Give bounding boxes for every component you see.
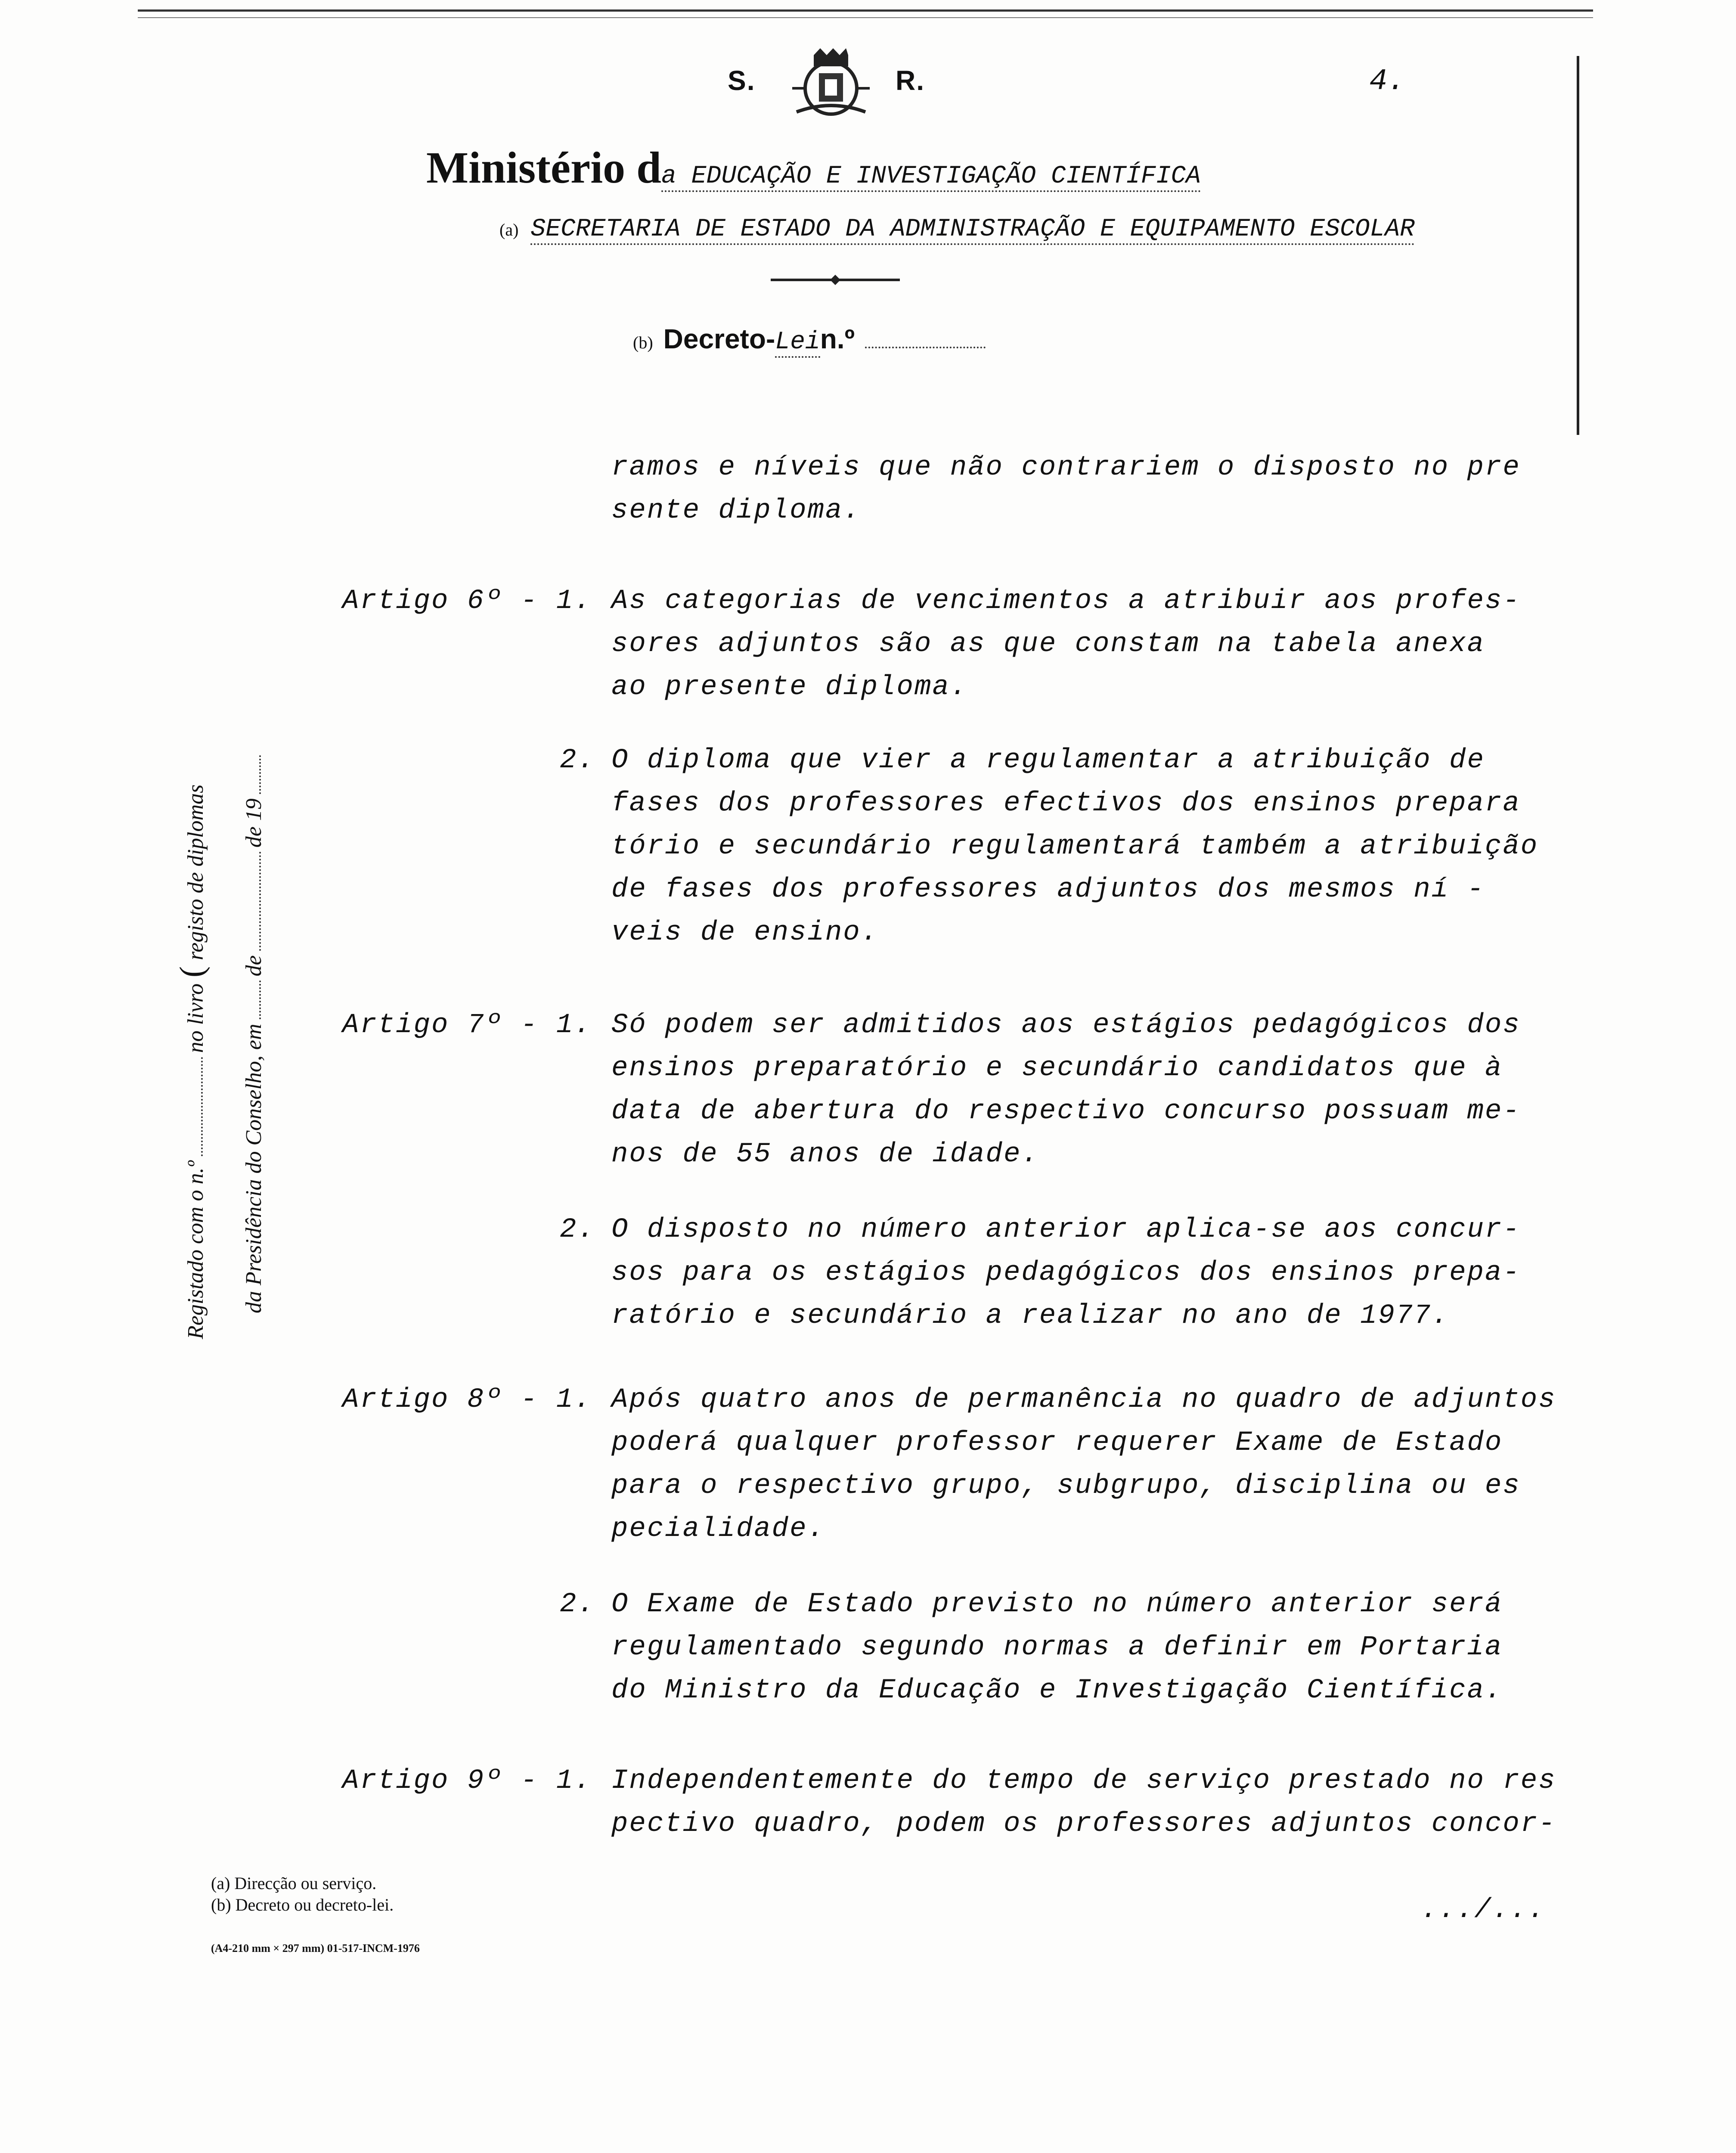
article-label: 2. <box>560 745 595 776</box>
ministry-fill: a EDUCAÇÃO E INVESTIGAÇÃO CIENTÍFICA <box>661 162 1201 192</box>
body-line: sos para os estágios pedagógicos dos ensinos prepa- <box>611 1257 1521 1288</box>
note-marker-a: (a) <box>499 220 519 239</box>
body-line: do Ministro da Educação e Investigação Científica. <box>611 1675 1503 1706</box>
top-rule-thin <box>138 17 1593 18</box>
article-label: 2. <box>560 1589 595 1620</box>
divider-ornament <box>771 271 900 289</box>
right-margin-rule <box>1577 56 1579 435</box>
body-line: Após quatro anos de permanência no quadro de adjuntos <box>611 1384 1556 1415</box>
top-rule <box>138 9 1593 12</box>
body-line: O Exame de Estado previsto no número anterior será <box>611 1589 1503 1620</box>
body-line: Independentemente do tempo de serviço prestado no res <box>611 1765 1556 1796</box>
body-line: poderá qualquer professor requerer Exame de Estado <box>611 1427 1503 1458</box>
article-label: Artigo 9º - 1. <box>342 1765 592 1796</box>
article-label: Artigo 7º - 1. <box>342 1010 592 1041</box>
body-line: para o respectivo grupo, subgrupo, disciplina ou es <box>611 1470 1521 1502</box>
body-line: O disposto no número anterior aplica-se aos concur- <box>611 1214 1521 1245</box>
margin-registado: Registado com o n.º <box>183 1160 208 1339</box>
body-line: ramos e níveis que não contrariem o disposto no pre <box>611 452 1521 483</box>
s-label: S. <box>728 65 756 96</box>
note-marker-b: (b) <box>633 333 653 352</box>
margin-registo: registo de diplomas <box>183 784 208 960</box>
decreto-line <box>633 323 986 356</box>
body-line: fases dos professores efectivos dos ensinos prepara <box>611 788 1521 819</box>
margin-no-livro: no livro <box>183 983 208 1053</box>
margin-presidencia: da Presidência do Conselho, em <box>242 1024 266 1313</box>
decreto-label: Decreto- <box>663 323 775 354</box>
body-line: nos de 55 anos de idade. <box>611 1139 1039 1170</box>
secretaria-fill: SECRETARIA DE ESTADO DA ADMINISTRAÇÃO E EQUIPAMENTO ESCOLAR <box>530 215 1415 245</box>
page-number: 4. <box>1369 65 1406 99</box>
coat-of-arms-emblem <box>788 47 874 121</box>
body-line: ratório e secundário a realizar no ano de 1977. <box>611 1300 1450 1331</box>
margin-de: de <box>242 955 266 977</box>
registration-margin-line-2 <box>241 751 267 1313</box>
printer-imprint: (A4-210 mm × 297 mm) 01-517-INCM-1976 <box>211 1942 420 1954</box>
article-label: Artigo 8º - 1. <box>342 1384 592 1415</box>
decreto-number-label: n.º <box>820 323 855 354</box>
body-line: As categorias de vencimentos a atribuir aos profes- <box>611 586 1521 617</box>
ministry-label: Ministério d <box>426 143 661 192</box>
body-line: pecialidade. <box>611 1514 825 1545</box>
registration-margin-line-1: Registado com o n.ºno livro(registo de diplomas <box>173 784 210 1339</box>
body-line: regulamentado segundo normas a definir em Portaria <box>611 1632 1503 1663</box>
footnote-b: (b) Decreto ou decreto-lei. <box>211 1895 394 1914</box>
continuation-mark: .../... <box>1421 1895 1546 1926</box>
body-line: pectivo quadro, podem os professores adjuntos concor- <box>611 1809 1556 1840</box>
body-line: Só podem ser admitidos aos estágios pedagógicos dos <box>611 1010 1521 1041</box>
decreto-fill: Lei <box>775 328 820 358</box>
body-line: sente diploma. <box>611 495 861 526</box>
margin-de19: de 19 <box>242 798 266 848</box>
body-line: sores adjuntos são as que constam na tabela anexa <box>611 629 1485 660</box>
footnote-a: (a) Direcção ou serviço. <box>211 1874 377 1893</box>
ministry-heading <box>426 142 1201 193</box>
r-label: R. <box>896 65 925 96</box>
article-label: Artigo 6º - 1. <box>342 586 592 617</box>
article-label: 2. <box>560 1214 595 1245</box>
body-line: veis de ensino. <box>611 917 879 948</box>
body-line: ensinos preparatório e secundário candidatos que à <box>611 1053 1503 1084</box>
decreto-number-blank <box>865 342 986 348</box>
body-line: O diploma que vier a regulamentar a atribuição de <box>611 745 1485 776</box>
body-line: ao presente diploma. <box>611 672 968 703</box>
secretaria-line <box>499 215 1415 243</box>
body-line: data de abertura do respectivo concurso possuam me- <box>611 1096 1521 1127</box>
body-line: tório e secundário regulamentará também a atribuição <box>611 831 1539 862</box>
body-line: de fases dos professores adjuntos dos mesmos ní - <box>611 874 1485 905</box>
